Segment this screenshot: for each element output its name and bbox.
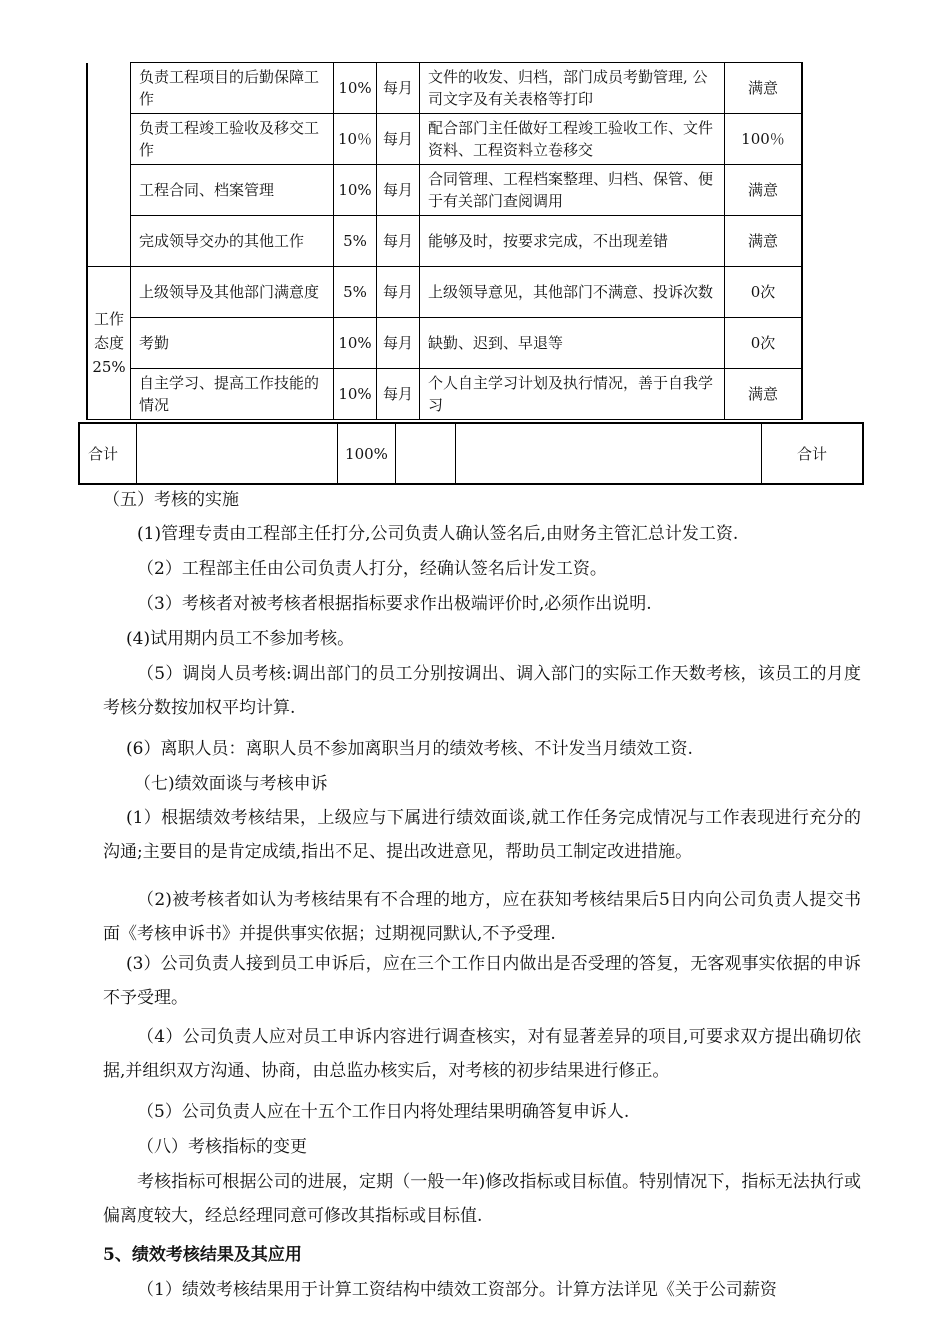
weight-cell: 5%: [334, 267, 377, 318]
total-label: 合计: [79, 423, 137, 484]
item-cell: 负责工程竣工验收及移交工作: [131, 114, 334, 165]
table-row: [87, 267, 802, 318]
table-row: [87, 369, 802, 420]
paragraph: （2)被考核者如认为考核结果有不合理的地方，应在获知考核结果后5日内向公司负责人提交书面《考核申诉书》并提供事实依据；过期视同默认,不予受理.: [103, 890, 861, 944]
target-cell: 0次: [725, 318, 803, 369]
standard-cell: 文件的收发、归档，部门成员考勤管理, 公司文字及有关表格等打印: [420, 63, 725, 114]
paragraph: （5）调岗人员考核:调出部门的员工分别按调出、调入部门的实际工作天数考核，该员工的月度考核分数按加权平均计算.: [103, 664, 861, 718]
standard-cell: 合同管理、工程档案整理、归档、保管、便于有关部门查阅调用: [420, 165, 725, 216]
frequency-cell: 每月: [377, 267, 420, 318]
paragraph: （3）考核者对被考核者根据指标要求作出极端评价时,必须作出说明.: [137, 594, 652, 614]
weight-cell: 10%: [334, 318, 377, 369]
section-heading: （七)绩效面谈与考核申诉: [134, 774, 328, 794]
frequency-cell: 每月: [377, 369, 420, 420]
target-cell: 100％: [725, 114, 803, 165]
paragraph: （2）工程部主任由公司负责人打分，经确认签名后计发工资。: [137, 559, 607, 579]
assessment-table: [86, 62, 803, 420]
table-row: [87, 318, 802, 369]
target-cell: 满意: [725, 165, 803, 216]
target-cell: 满意: [725, 63, 803, 114]
item-cell: 考勤: [131, 318, 334, 369]
total-standard: [456, 423, 762, 484]
paragraph: (1）根据绩效考核结果，上级应与下属进行绩效面谈,就工作任务完成情况与工作表现进行充分的沟通;主要目的是肯定成绩,指出不足、提出改进意见，帮助员工制定改进措施。: [103, 808, 861, 862]
section-heading: 5、绩效考核结果及其应用: [103, 1245, 302, 1265]
total-frequency: [396, 423, 456, 484]
frequency-cell: 每月: [377, 216, 420, 267]
paragraph: (4)试用期内员工不参加考核。: [126, 629, 355, 649]
target-cell: 0次: [725, 267, 803, 318]
category-cell: [87, 63, 131, 267]
frequency-cell: 每月: [377, 114, 420, 165]
table-row: [87, 114, 802, 165]
weight-cell: 10%: [334, 63, 377, 114]
section-heading: （八）考核指标的变更: [137, 1137, 307, 1157]
paragraph: (6）离职人员：离职人员不参加离职当月的绩效考核、不计发当月绩效工资.: [126, 739, 693, 759]
frequency-cell: 每月: [377, 165, 420, 216]
weight-cell: 10%: [334, 369, 377, 420]
total-target: 合计: [762, 423, 864, 484]
item-cell: 自主学习、提高工作技能的情况: [131, 369, 334, 420]
paragraph: (3）公司负责人接到员工申诉后，应在三个工作日内做出是否受理的答复，无客观事实依据的申诉不予受理。: [103, 954, 861, 1008]
paragraph: （5）公司负责人应在十五个工作日内将处理结果明确答复申诉人.: [137, 1102, 630, 1122]
category-cell: 工作态度25%: [87, 267, 131, 420]
standard-cell: 上级领导意见，其他部门不满意、投诉次数: [420, 267, 725, 318]
target-cell: 满意: [725, 369, 803, 420]
total-weight: 100%: [338, 423, 396, 484]
item-cell: 上级领导及其他部门满意度: [131, 267, 334, 318]
item-cell: 工程合同、档案管理: [131, 165, 334, 216]
frequency-cell: 每月: [377, 318, 420, 369]
table-row: [87, 165, 802, 216]
table-row: [87, 63, 802, 114]
weight-cell: 10％: [334, 114, 377, 165]
weight-cell: 10%: [334, 165, 377, 216]
section-heading: （五）考核的实施: [103, 490, 239, 510]
item-cell: 负责工程项目的后勤保障工作: [131, 63, 334, 114]
paragraph: （4）公司负责人应对员工申诉内容进行调查核实，对有显著差异的项目,可要求双方提出确切依据,并组织双方沟通、协商，由总监办核实后，对考核的初步结果进行修正。: [103, 1027, 861, 1081]
table-row: [87, 216, 802, 267]
standard-cell: 配合部门主任做好工程竣工验收工作、文件资料、工程资料立卷移交: [420, 114, 725, 165]
standard-cell: 能够及时，按要求完成，不出现差错: [420, 216, 725, 267]
paragraph: (1)管理专责由工程部主任打分,公司负责人确认签名后,由财务主管汇总计发工资.: [137, 524, 739, 544]
paragraph: 考核指标可根据公司的进展，定期（一般一年)修改指标或目标值。特别情况下，指标无法执行或偏离度较大，经总经理同意可修改其指标或目标值.: [103, 1172, 861, 1226]
frequency-cell: 每月: [377, 63, 420, 114]
standard-cell: 个人自主学习计划及执行情况，善于自我学习: [420, 369, 725, 420]
total-item: [137, 423, 338, 484]
item-cell: 完成领导交办的其他工作: [131, 216, 334, 267]
total-row: [79, 423, 863, 484]
target-cell: 满意: [725, 216, 803, 267]
standard-cell: 缺勤、迟到、早退等: [420, 318, 725, 369]
total-table: [78, 422, 864, 485]
paragraph: （1）绩效考核结果用于计算工资结构中绩效工资部分。计算方法详见《关于公司薪资: [137, 1280, 777, 1300]
weight-cell: 5%: [334, 216, 377, 267]
